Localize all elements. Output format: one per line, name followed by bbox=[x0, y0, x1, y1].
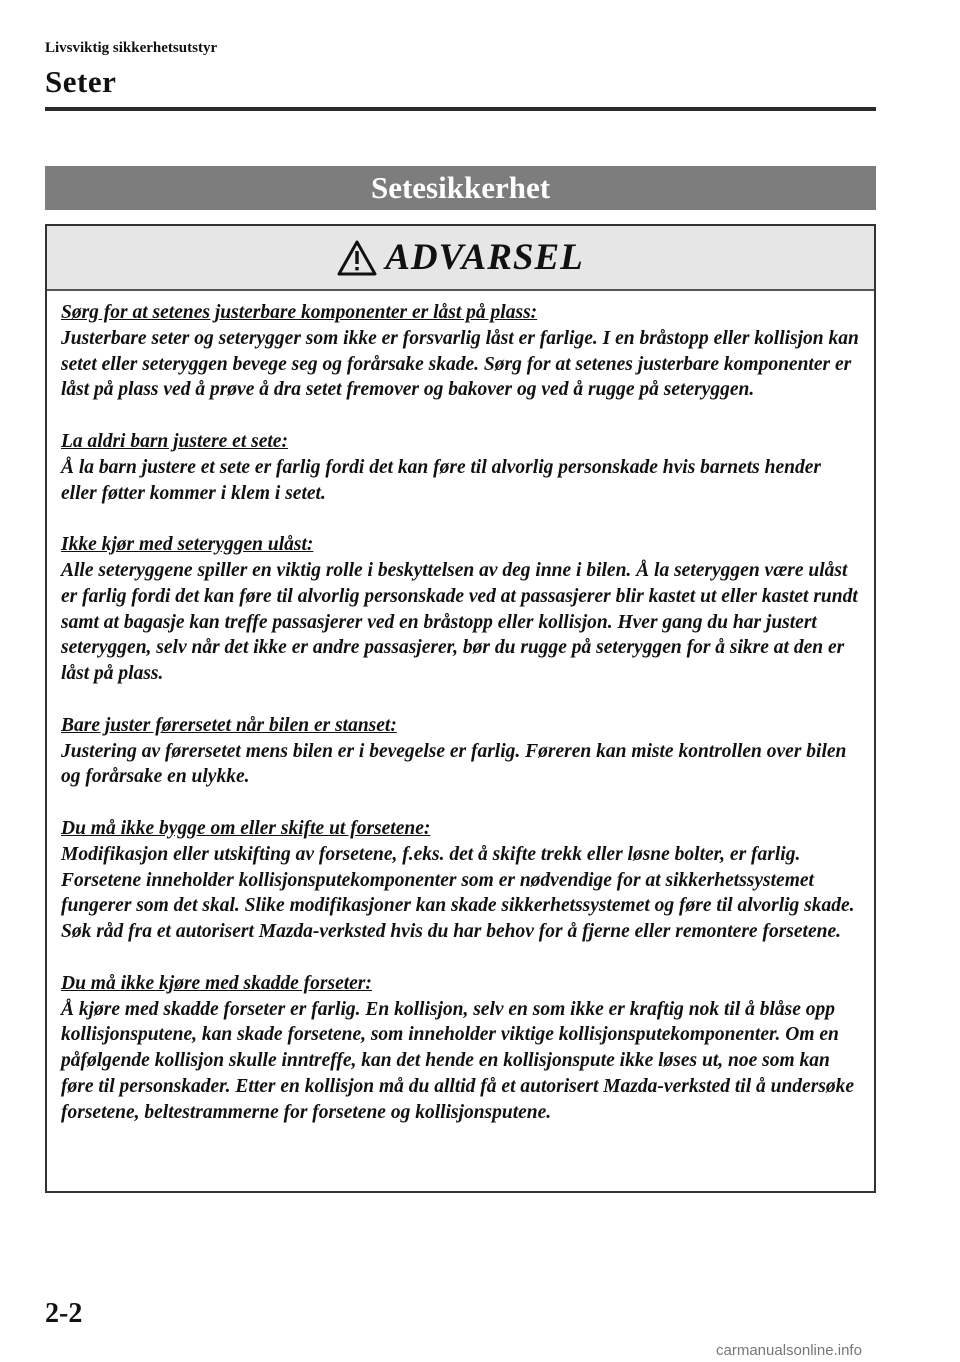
warning-paragraph bbox=[61, 429, 860, 506]
section-title-bar bbox=[45, 166, 876, 210]
paragraph-heading: Bare juster førersetet når bilen er stanset: bbox=[61, 714, 397, 736]
warning-header bbox=[47, 226, 874, 291]
paragraph-heading: Du må ikke bygge om eller skifte ut forsetene: bbox=[61, 817, 431, 839]
paragraph-heading: Du må ikke kjøre med skadde forseter: bbox=[61, 972, 372, 994]
section-title: Setesikkerhet bbox=[370, 170, 551, 205]
warning-box bbox=[45, 224, 876, 1193]
watermark: carmanualsonline.info bbox=[716, 1342, 862, 1359]
warning-paragraph bbox=[61, 971, 860, 1126]
warning-paragraph bbox=[61, 300, 860, 403]
paragraph-heading: Sørg for at setenes justerbare komponenter er låst på plass: bbox=[61, 302, 538, 323]
warning-title: ADVARSEL bbox=[385, 237, 584, 278]
page-number: 2-2 bbox=[45, 1298, 83, 1329]
paragraph-heading: Ikke kjør med seteryggen ulåst: bbox=[61, 534, 314, 556]
warning-paragraph bbox=[61, 816, 860, 945]
paragraph-text: Justering av førersetet mens bilen er i bevegelse er farlig. Føreren kan miste kontrollen over bilen og forårsake en ulykke. bbox=[61, 740, 847, 788]
header-divider bbox=[45, 107, 876, 111]
paragraph-text: Å kjøre med skadde forseter er farlig. En kollisjon, selv en som ikke er kraftig nok til å blåse opp kollisjonsputene, kan skade forsetene, som inneholder viktige kollisjonsputekomponenter. Om en påfølgende kollisjon skulle inntreffe, kan det hende en kollisjonspute ikke løses ut, noe som kan føre til personskader. Etter en kollisjon må du alltid få et autorisert Mazda-verksted til å undersøke forsetene, beltestrammerne for forsetene og kollisjonsputene. bbox=[61, 998, 855, 1123]
paragraph-text: Justerbare seter og seterygger som ikke er forsvarlig låst er farlige. I en bråstopp eller kollisjon kan setet eller seteryggen bevege seg og forårsake skade. Sørg for at setenes justerbare komponenter er låst på plass ved å prøve å dra setet fremover og bakover og ved å rugge på seteryggen. bbox=[61, 327, 859, 401]
paragraph-text: Modifikasjon eller utskifting av forsetene, f.eks. det å skifte trekk eller løsne bolter, er farlig. Forsetene inneholder kollisjonsputekomponenter som er nødvendige for at sikkerhetssystemet fungerer som det skal. Slike modifikasjoner kan skade sikkerhetssystemet og føre til alvorlig skade. Søk råd fra et autorisert Mazda-verksted hvis du har behov for å fjerne eller remontere forsetene. bbox=[61, 843, 855, 943]
warning-paragraph bbox=[61, 532, 860, 687]
warning-triangle-icon bbox=[337, 240, 377, 276]
section-label: Livsviktig sikkerhetsutstyr bbox=[45, 40, 218, 56]
paragraph-text: Å la barn justere et sete er farlig fordi det kan føre til alvorlig personskade hvis barnets hender eller føtter kommer i klem i setet. bbox=[61, 456, 821, 504]
warning-paragraph bbox=[61, 713, 860, 790]
warning-body bbox=[47, 291, 874, 1126]
paragraph-heading: La aldri barn justere et sete: bbox=[61, 430, 288, 452]
page-title: Seter bbox=[45, 64, 117, 99]
paragraph-text: Alle seteryggene spiller en viktig rolle i beskyttelsen av deg inne i bilen. Å la seteryggen være ulåst er farlig fordi det kan føre til alvorlig personskade ved at passasjerer blir kastet ut eller kastet rundt samt at bagasje kan treffe passasjerer ved en bråstopp eller kollisjon. Hver gang du har justert seteryggen, selv når det ikke er andre passasjerer, bør du rugge på seteryggen for å sikre at den er låst på plass. bbox=[61, 559, 858, 685]
